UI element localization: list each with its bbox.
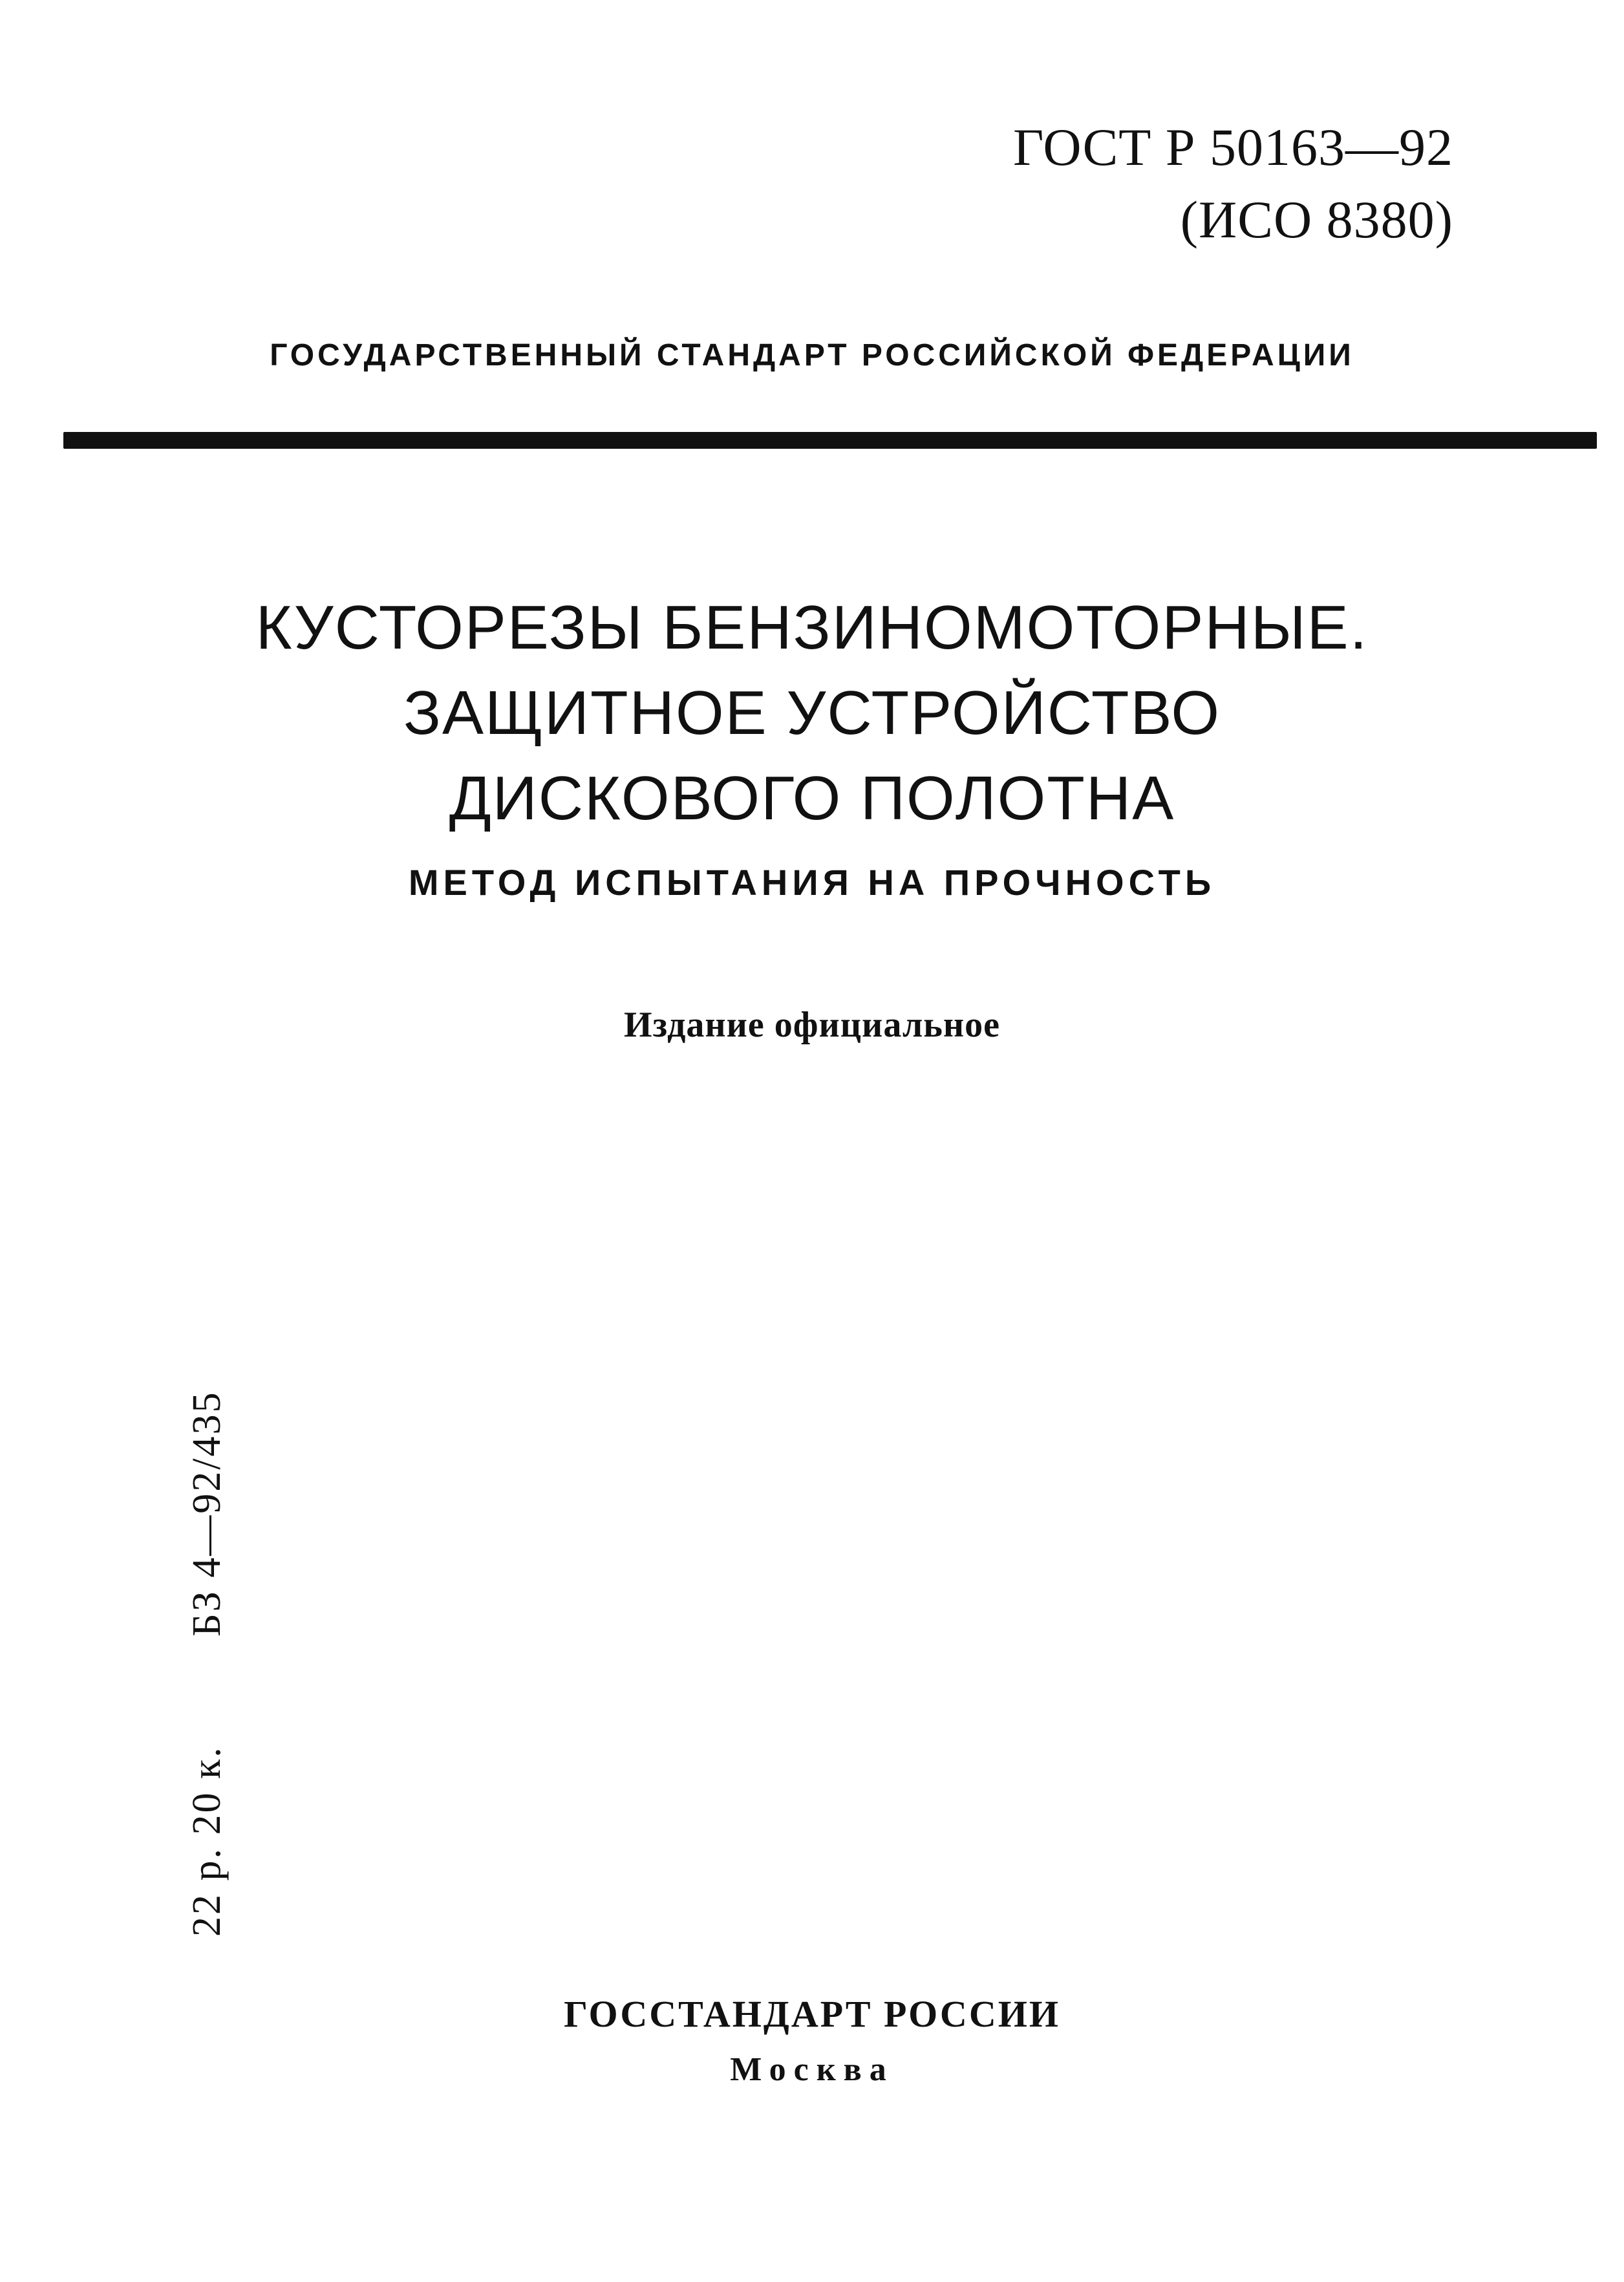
horizontal-rule [63,432,1597,449]
side-imprint [184,1390,230,1937]
title-line-2: ЗАЩИТНОЕ УСТРОЙСТВО [403,678,1221,748]
organization-title: ГОСУДАРСТВЕННЫЙ СТАНДАРТ РОССИЙСКОЙ ФЕДЕРАЦИИ [270,338,1354,372]
catalog-code: БЗ 4—92/435 [185,1390,229,1637]
publication-city: Москва [730,2051,894,2088]
title-line-3: ДИСКОВОГО ПОЛОТНА [449,764,1175,833]
document-title [0,585,1624,841]
document-subtitle: МЕТОД ИСПЫТАНИЯ НА ПРОЧНОСТЬ [408,862,1216,903]
title-line-1: КУСТОРЕЗЫ БЕНЗИНОМОТОРНЫЕ. [255,593,1369,662]
edition-note: Издание официальное [624,1005,1000,1045]
publisher: ГОССТАНДАРТ РОССИИ [564,1993,1060,2035]
price-label: 22 р. 20 к. [185,1745,229,1937]
standard-number: ГОСТ Р 50163—92 [1013,118,1453,177]
iso-number: (ИСО 8380) [1180,190,1453,249]
